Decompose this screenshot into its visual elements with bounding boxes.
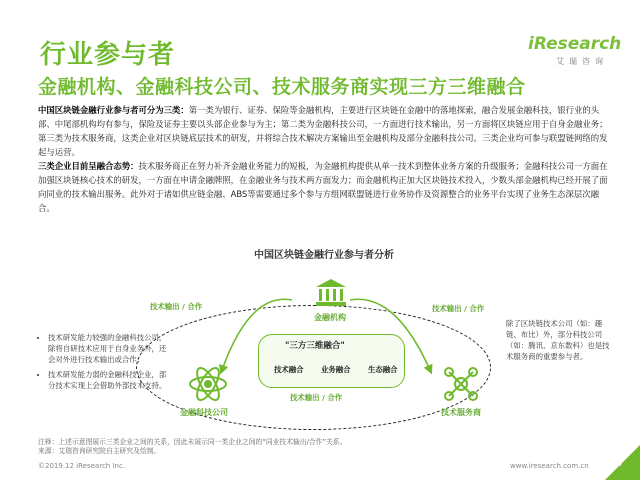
fusion-tag-ecosystem: 生态融合 (368, 365, 398, 374)
arrow-label-bottom: 技术输出 / 合作 (290, 393, 343, 402)
page-title: 行业参与者 (40, 40, 176, 70)
right-note-text: 除了区块链技术公司（如：趣链、布比）外，部分科技公司（如：腾讯、京东数科）也是技术服务商的重要参与者。 (506, 319, 610, 361)
node-label-tech: 技术服务商 (441, 408, 481, 417)
left-note-item: • 技术研发能力弱的金融科技企业，部分技术实现上会借助外部技术支持。 (48, 369, 168, 391)
left-note-item: • 技术研发能力较强的金融科技公司，除将自研技术应用于自身业务外，还会对外进行技术输出或合作； (48, 332, 168, 365)
paragraph-2-lead: 三类企业目前呈融合态势： (38, 161, 139, 171)
node-label-finance: 金融机构 (314, 313, 346, 322)
footnote (38, 438, 346, 456)
arrow-label-right: 技术输出 / 合作 (432, 304, 485, 313)
copyright: ©2019.12 iResearch Inc. (38, 462, 126, 470)
node-label-fintech: 金融科技公司 (180, 408, 228, 417)
paragraph-2-text: 技术服务商正在努力补齐金融业务能力的短板，为金融机构提供从单一技术到整体业务方案的升级服务；金融科技公司一方面在加强区块链核心技术的研发，一方面在申请金融牌照，在金融业务与技术两方面发力；而金融机构正加大区块链技术投入，少数头部金融机构已经开展了面向同业的技术输出服务。此外对于诸如供应链金融、ABS等需要通过多个参与方组网联盟链进行业务协作及资源整合的业务平台实现了业务生态深层次融合。 (38, 161, 608, 213)
atom-icon (188, 364, 228, 404)
website: www.iresearch.com.cn (510, 462, 589, 470)
left-notes (36, 332, 168, 395)
network-icon (441, 364, 481, 404)
paragraph-1-lead: 中国区块链金融行业参与者可分为三类： (38, 105, 189, 115)
right-note (506, 318, 616, 362)
footnote-line-1: 注释：上述示意图展示三类企业之间的关系，因此未展示同一类企业之间的“同业技术输出/合作”关系。 (38, 438, 347, 446)
logo-subtext: 艾瑞咨询 (556, 57, 608, 66)
arrow-label-left: 技术输出 / 合作 (150, 302, 203, 311)
page-number: 7 (618, 459, 624, 469)
bank-icon (315, 278, 347, 308)
page-subtitle: 金融机构、金融科技公司、技术服务商实现三方三维融合 (38, 76, 526, 98)
fusion-tag-tech: 技术融合 (274, 365, 304, 374)
fusion-title: "三方三维融合" (285, 341, 345, 351)
paragraph-1-text: 第一类为银行、证券、保险等金融机构，主要进行区块链在金融中的落地探索，融合发展金融科技，银行业的头部、中尾部机构均有参与，保险及证券主要以头部企业参与为主；第二类为金融科技公司，一方面进行技术输出，另一方面将区块链应用于自身金融业务；第三类为技术服务商，这类企业对区块链底层技术的研发，并将综合技术解决方案输出至金融机构及部分金融科技公司。三类企业均可参与联盟链网络的发起与运营。 (38, 105, 608, 157)
footnote-line-2: 来源：艾瑞咨询研究院自主研究及绘制。 (38, 447, 161, 455)
diagram-title: 中国区块链金融行业参与者分析 (254, 250, 394, 261)
logo-text: iResearch (528, 34, 622, 54)
fusion-tag-business: 业务融合 (321, 365, 351, 374)
